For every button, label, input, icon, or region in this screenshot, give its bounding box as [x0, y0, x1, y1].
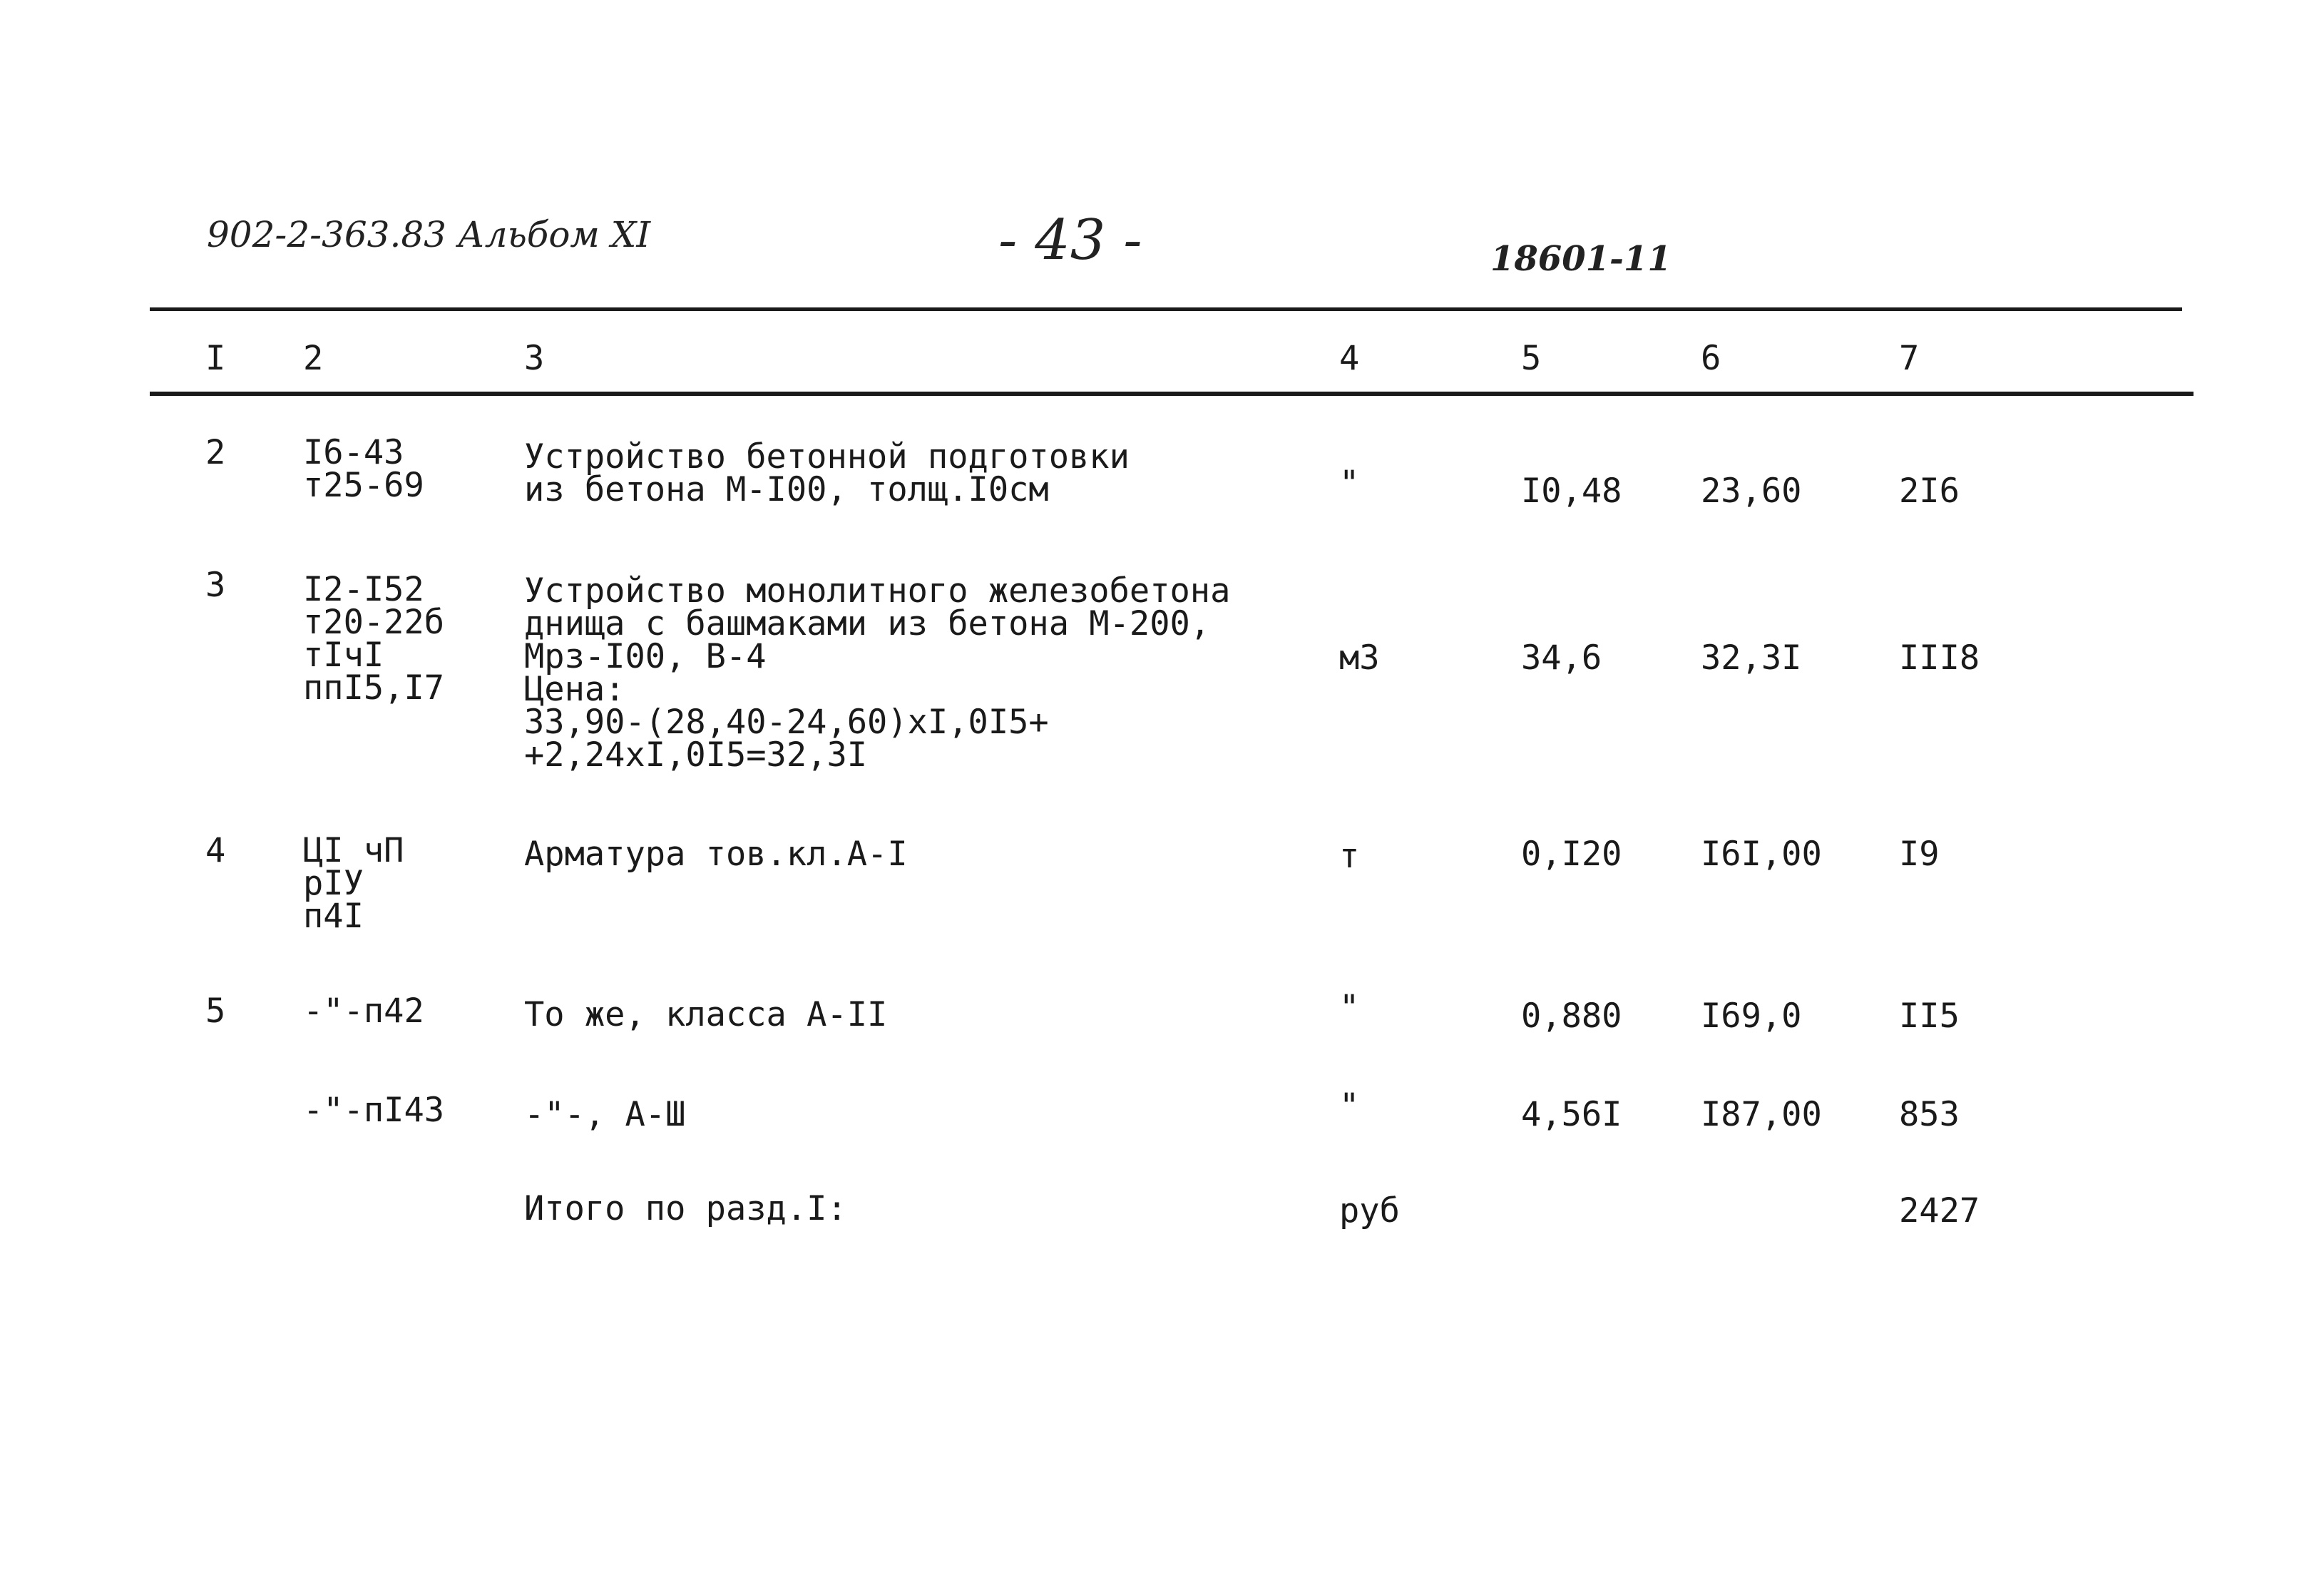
row-4-price: I69,0 [1701, 997, 1802, 1036]
row-4-quantity: 0,880 [1521, 997, 1622, 1036]
row-1-code: I6-43 т25-69 [303, 433, 424, 505]
row-1-price: 23,60 [1701, 472, 1802, 511]
column-header-6: 6 [1701, 339, 1721, 378]
row-1-total: 2I6 [1899, 472, 1960, 511]
summary-label: Итого по разд.I: [524, 1189, 847, 1228]
row-2-description: Устройство монолитного железобетона днища с башмаками из бетона М-200, Мрз-I00, В-4 Цена: 33,90-(28,40-24,60)хI,0I5+ +2,24хI,0I5=32,3I [524, 571, 1231, 775]
document-code: 902-2-363.83 Альбом XI [207, 214, 651, 255]
row-3-price: I6I,00 [1701, 835, 1822, 874]
column-header-5: 5 [1521, 339, 1542, 378]
column-header-1: I [205, 339, 226, 378]
reference-code: 18601-11 [1490, 239, 1672, 279]
row-3-unit: т [1339, 837, 1360, 876]
row-4-unit: " [1339, 988, 1360, 1027]
row-1-number: 2 [205, 433, 226, 472]
row-5-price: I87,00 [1701, 1095, 1822, 1134]
row-2-total: III8 [1899, 638, 1980, 678]
header-rule [150, 392, 2194, 396]
top-rule [150, 307, 2182, 311]
row-4-description: То же, класса А-II [524, 995, 888, 1034]
row-1-description: Устройство бетонной подготовки из бетона М-I00, толщ.I0см [524, 437, 1130, 509]
column-header-4: 4 [1339, 339, 1360, 378]
row-5-description: -"-, А-Ш [524, 1095, 686, 1134]
row-5-quantity: 4,56I [1521, 1095, 1622, 1134]
row-2-price: 32,3I [1701, 638, 1802, 678]
row-3-quantity: 0,I20 [1521, 835, 1622, 874]
column-header-3: 3 [524, 339, 545, 378]
row-1-quantity: I0,48 [1521, 472, 1622, 511]
row-5-code: -"-пI43 [303, 1091, 445, 1130]
summary-total: 2427 [1899, 1191, 1980, 1230]
column-header-7: 7 [1899, 339, 1920, 378]
row-2-code: I2-I52 т20-22б тIчI ппI5,I7 [303, 570, 445, 708]
row-3-code: ЦI чП рIУ п4I [303, 831, 404, 936]
row-3-number: 4 [205, 831, 226, 870]
summary-unit: руб [1339, 1191, 1400, 1230]
row-5-unit: " [1339, 1086, 1360, 1126]
row-4-total: II5 [1899, 997, 1960, 1036]
row-3-description: Арматура тов.кл.А-I [524, 835, 908, 874]
row-4-code: -"-п42 [303, 992, 424, 1031]
column-header-2: 2 [303, 339, 324, 378]
row-2-number: 3 [205, 566, 226, 605]
page-number: - 43 - [998, 208, 1142, 272]
row-3-total: I9 [1899, 835, 1940, 874]
row-2-quantity: 34,6 [1521, 638, 1602, 678]
row-1-unit: " [1339, 464, 1360, 503]
row-4-number: 5 [205, 992, 226, 1031]
row-5-total: 853 [1899, 1095, 1960, 1134]
row-2-unit: м3 [1339, 638, 1380, 678]
